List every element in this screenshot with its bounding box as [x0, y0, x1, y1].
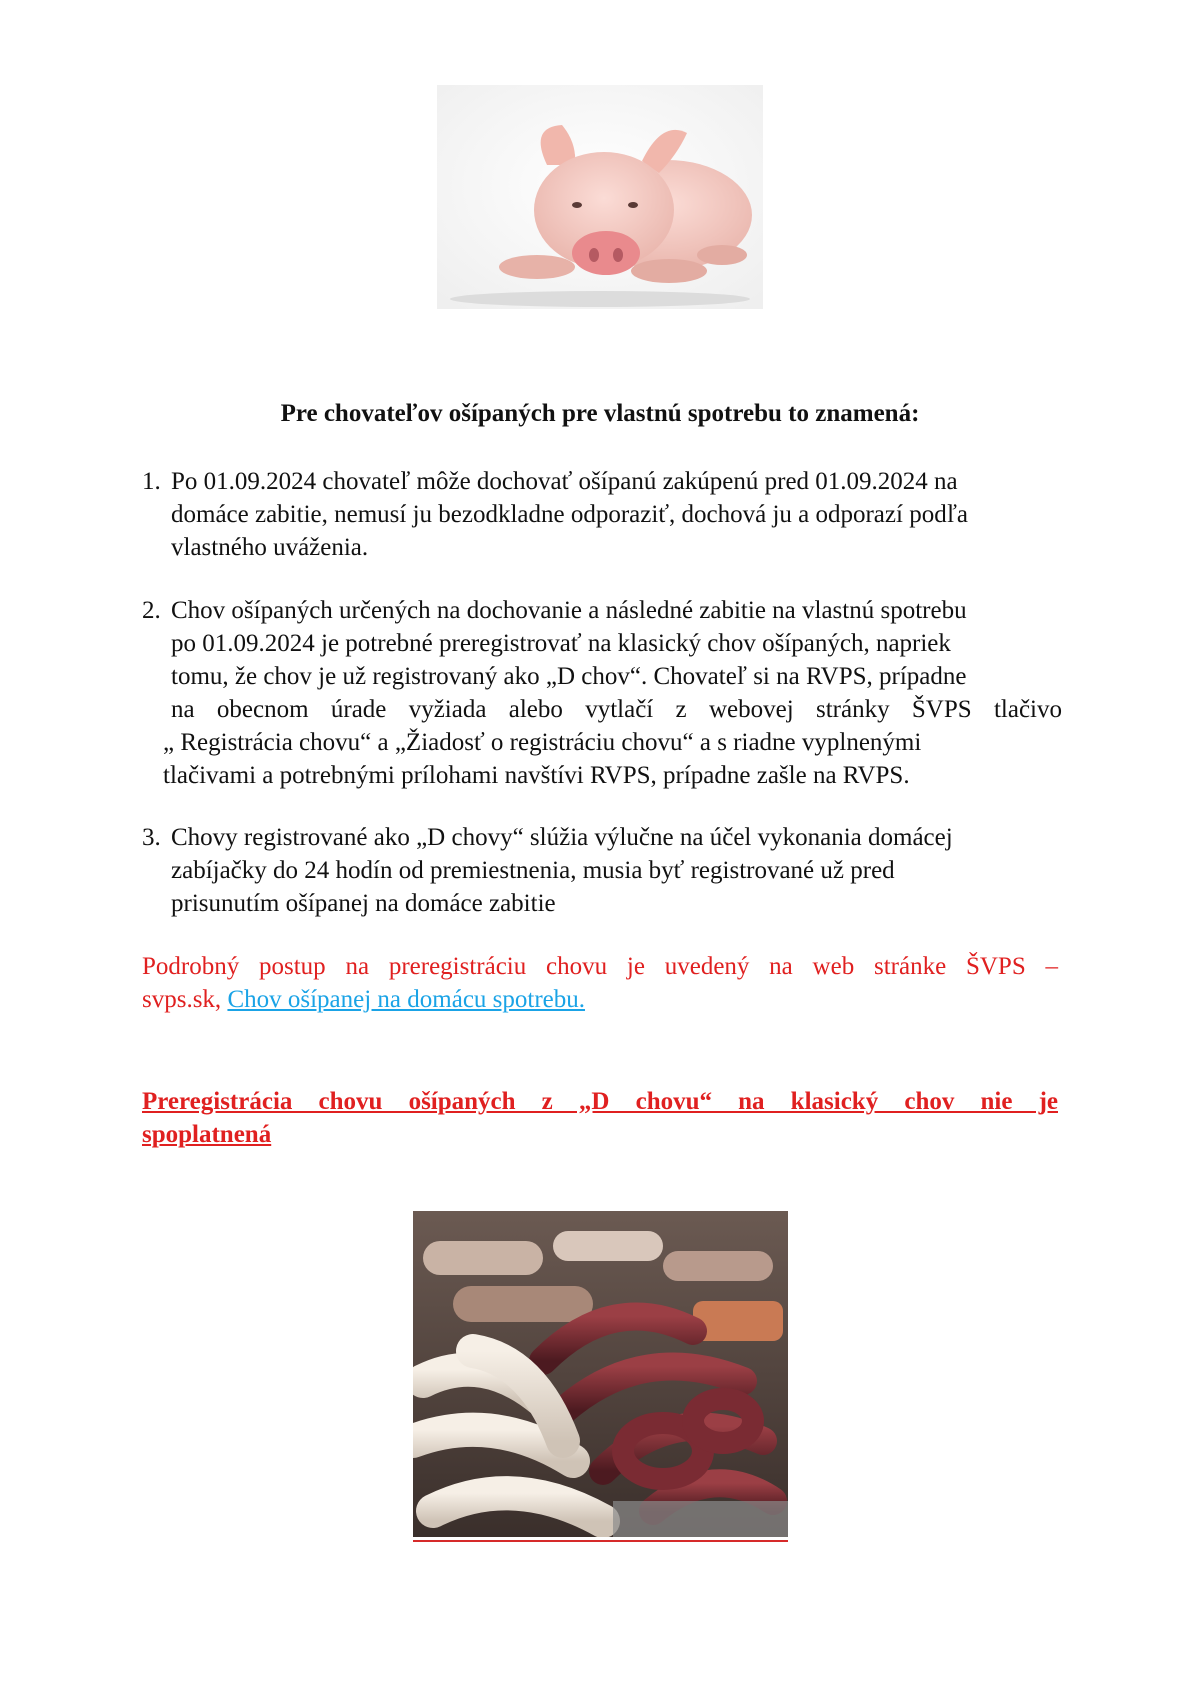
fee-line: spoplatnená	[142, 1121, 272, 1148]
notice-line-prefix: svps.sk,	[142, 986, 228, 1013]
list-item-line: „ Registrácia chovu“ a „Žiadosť o registráciu chovu“ a s riadne vyplnenými	[163, 729, 922, 756]
list-item	[142, 465, 1062, 564]
photo-underline	[413, 1540, 788, 1542]
sausages-photo	[413, 1211, 788, 1537]
list-item-line: tlačivami a potrebnými prílohami navštívi RVPS, prípadne zašle na RVPS.	[163, 762, 910, 789]
list-item-line: Chovy registrované ako „D chovy“ slúžia výlučne na účel vykonania domácej	[171, 824, 953, 851]
notice-line: Podrobný postup na preregistráciu chovu je uvedený na web stránke ŠVPS –	[142, 953, 1058, 980]
list-item-number: 2.	[142, 597, 161, 624]
fee-statement	[142, 1085, 1058, 1151]
list-item-line: prisunutím ošípanej na domáce zabitie	[171, 890, 556, 917]
list-item-number: 1.	[142, 468, 161, 495]
list-item-line: domáce zabitie, nemusí ju bezodkladne odporaziť, dochová ju a odporazí podľa	[171, 501, 968, 528]
list-item	[142, 821, 1062, 920]
list-item-line: tomu, že chov je už registrovaný ako „D chov“. Chovateľ si na RVPS, prípadne	[171, 663, 967, 690]
list-item-line: Po 01.09.2024 chovateľ môže dochovať ošípanú zakúpenú pred 01.09.2024 na	[171, 468, 958, 495]
procedure-notice	[142, 950, 1058, 1016]
list-item-line: na obecnom úrade vyžiada alebo vytlačí z webovej stránky ŠVPS tlačivo	[171, 696, 1062, 723]
page-heading: Pre chovateľov ošípaných pre vlastnú spotrebu to znamená:	[280, 400, 920, 427]
list-item-line: vlastného uváženia.	[171, 534, 369, 561]
fee-line: Preregistrácia chovu ošípaných z „D chovu“ na klasický chov nie je	[142, 1088, 1058, 1115]
list-item-line: po 01.09.2024 je potrebné preregistrovať na klasický chov ošípaných, napriek	[171, 630, 951, 657]
list-item-number: 3.	[142, 824, 161, 851]
pig-photo	[437, 85, 763, 309]
list-item-line: zabíjačky do 24 hodín od premiestnenia, musia byť registrované už pred	[171, 857, 895, 884]
svps-link[interactable]: Chov ošípanej na domácu spotrebu.	[227, 986, 586, 1013]
notice-line	[142, 983, 1058, 1016]
list-item	[142, 594, 1062, 792]
list-item-line: Chov ošípaných určených na dochovanie a následné zabitie na vlastnú spotrebu	[171, 597, 967, 624]
